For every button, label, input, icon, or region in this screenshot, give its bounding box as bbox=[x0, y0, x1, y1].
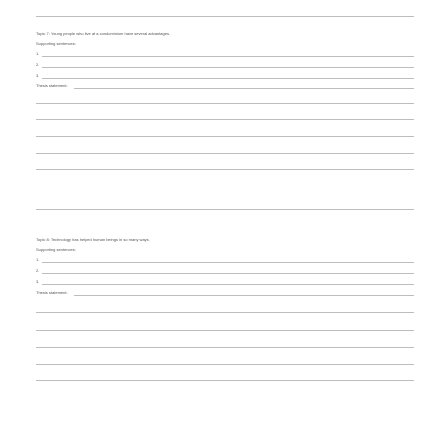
topic-8-supporting-label: Supporting sentences: bbox=[36, 247, 76, 252]
section-divider bbox=[36, 209, 414, 210]
topic-7-answer-3[interactable] bbox=[36, 73, 414, 79]
thesis-line bbox=[74, 295, 414, 296]
topic-8-answer-1[interactable] bbox=[36, 257, 414, 263]
writing-line[interactable] bbox=[36, 153, 414, 154]
item-number: 2. bbox=[36, 268, 40, 273]
answer-line bbox=[42, 56, 414, 57]
topic-7-supporting-label: Supporting sentences: bbox=[36, 41, 76, 46]
answer-line bbox=[42, 67, 414, 68]
topic-8-answer-3[interactable] bbox=[36, 279, 414, 285]
writing-line[interactable] bbox=[36, 312, 414, 313]
topic-7-answer-2[interactable] bbox=[36, 62, 414, 68]
topic-7-thesis[interactable] bbox=[36, 83, 414, 89]
topic-8-thesis[interactable] bbox=[36, 290, 414, 296]
writing-line[interactable] bbox=[36, 136, 414, 137]
answer-line bbox=[42, 273, 414, 274]
answer-line bbox=[42, 284, 414, 285]
writing-line[interactable] bbox=[36, 169, 414, 170]
item-number: 2. bbox=[36, 62, 40, 67]
writing-line[interactable] bbox=[36, 364, 414, 365]
top-rule bbox=[36, 16, 414, 17]
topic-7-prompt: Topic 7: Young people who live at a condominium have several advantages. bbox=[36, 31, 171, 36]
item-number: 1. bbox=[36, 51, 40, 56]
writing-line[interactable] bbox=[36, 330, 414, 331]
writing-line[interactable] bbox=[36, 380, 414, 381]
thesis-label: Thesis statement: bbox=[36, 83, 68, 88]
topic-7-answer-1[interactable] bbox=[36, 51, 414, 57]
answer-line bbox=[42, 262, 414, 263]
topic-8-answer-2[interactable] bbox=[36, 268, 414, 274]
item-number: 1. bbox=[36, 257, 40, 262]
topic-8-prompt: Topic 8: Technology has helped human beings in so many ways. bbox=[36, 237, 150, 242]
writing-line[interactable] bbox=[36, 103, 414, 104]
item-number: 3. bbox=[36, 279, 40, 284]
thesis-line bbox=[74, 88, 414, 89]
answer-line bbox=[42, 78, 414, 79]
writing-line[interactable] bbox=[36, 347, 414, 348]
item-number: 3. bbox=[36, 73, 40, 78]
thesis-label: Thesis statement: bbox=[36, 290, 68, 295]
writing-line[interactable] bbox=[36, 119, 414, 120]
